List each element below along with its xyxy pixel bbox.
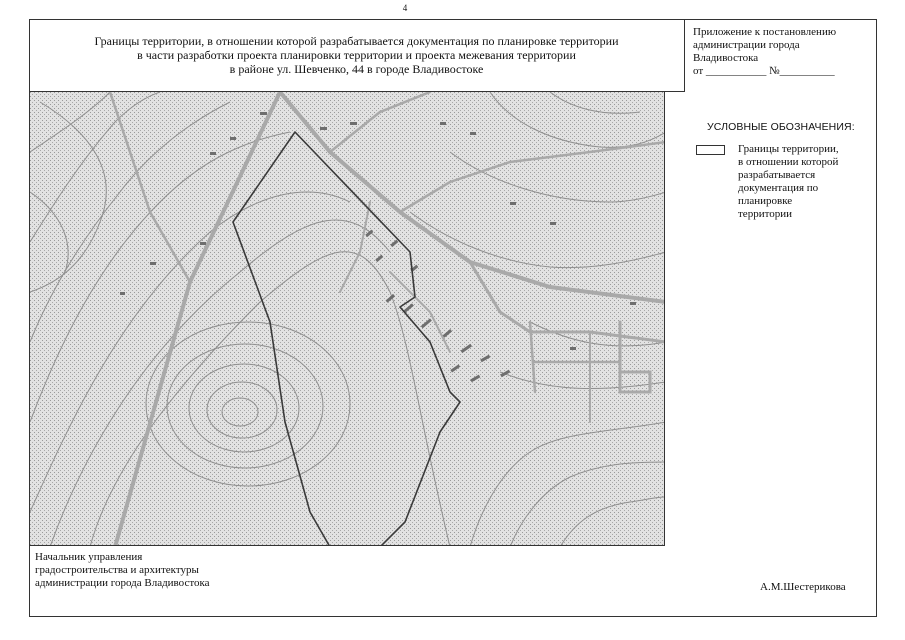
date-label: от bbox=[693, 65, 704, 77]
legend-line-5: планировке bbox=[738, 195, 793, 207]
legend-line-4: документация по bbox=[738, 182, 819, 194]
date-blank: ___________ bbox=[705, 65, 767, 77]
position-line-3: администрации города Владивостока bbox=[35, 577, 210, 589]
position-line-1: Начальник управления bbox=[35, 551, 143, 563]
position-line-2: градостроительства и архитектуры bbox=[35, 564, 199, 576]
legend-line-2: в отношении которой bbox=[738, 156, 839, 168]
legend-boundary-swatch bbox=[696, 145, 725, 155]
number-label: № bbox=[769, 65, 780, 77]
legend-line-6: территории bbox=[738, 208, 793, 220]
page-number: 4 bbox=[402, 3, 408, 13]
map-panel bbox=[29, 91, 665, 546]
appendix-line-1: Приложение к постановлению bbox=[693, 26, 837, 38]
appendix-date-number bbox=[693, 65, 873, 78]
topographic-map bbox=[30, 92, 665, 546]
legend-title: УСЛОВНЫЕ ОБОЗНАЧЕНИЯ: bbox=[707, 121, 855, 133]
title-line-3: в районе ул. Шевченко, 44 в городе Владивостоке bbox=[229, 62, 484, 76]
number-blank: __________ bbox=[779, 65, 835, 77]
appendix-line-2: администрации города bbox=[693, 39, 800, 51]
appendix-block bbox=[693, 26, 873, 78]
signatory-name: А.М.Шестерикова bbox=[760, 581, 846, 593]
appendix-line-3: Владивостока bbox=[693, 52, 759, 64]
title-line-2: в части разработки проекта планировки территории и проекта межевания территории bbox=[137, 48, 576, 62]
legend-line-1: Границы территории, bbox=[738, 143, 839, 155]
map-terrain bbox=[30, 92, 665, 546]
title-line-1: Границы территории, в отношении которой разрабатывается документация по планировке территории bbox=[94, 34, 619, 48]
legend-boundary-label bbox=[738, 143, 873, 221]
legend-line-3: разрабатывается bbox=[738, 169, 816, 181]
signatory-position bbox=[35, 551, 210, 590]
document-title bbox=[29, 19, 685, 92]
